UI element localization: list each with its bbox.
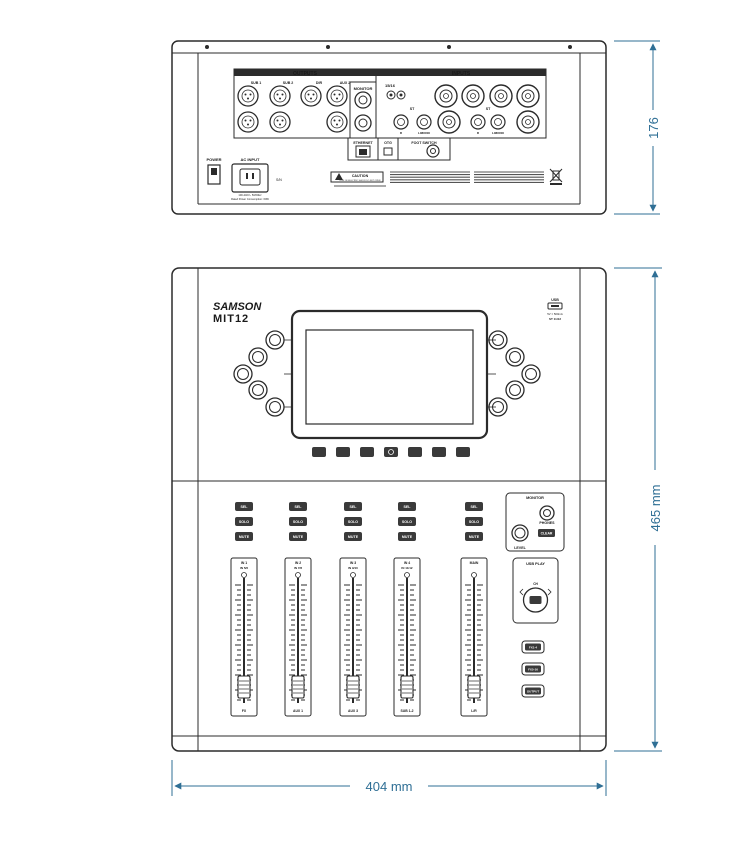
output-xlr-group xyxy=(238,81,350,132)
side-button-group xyxy=(522,641,544,697)
fader-knob xyxy=(468,676,480,698)
monitor-title: MONITOR xyxy=(526,496,544,500)
serial-label: S/N xyxy=(276,178,282,182)
channel-strips xyxy=(231,502,487,716)
channel-button-label: SOLO xyxy=(468,520,480,525)
brand-logo: SAMSON xyxy=(213,301,262,313)
level-knob xyxy=(512,525,528,541)
ac-input-label: AC INPUT xyxy=(240,157,260,162)
combo-input-connector xyxy=(490,85,512,107)
st-input-jack xyxy=(417,115,431,129)
caution-sub: RISK OF ELECTRIC SHOCK DO NOT OPEN xyxy=(339,180,381,182)
rear-panel xyxy=(172,41,606,214)
screen-button xyxy=(432,447,446,457)
rotary-encoder xyxy=(266,398,284,416)
st-input-jack xyxy=(394,115,408,129)
st-input-jack xyxy=(491,115,505,129)
ac-spec: 100-240V~ 50/60Hz xyxy=(238,194,262,197)
channel-strip xyxy=(231,502,257,716)
usb-spec-2: ST 11/12 xyxy=(548,317,562,321)
screen-button xyxy=(360,447,374,457)
sub-label: SUB 1 xyxy=(250,81,262,85)
screen-button xyxy=(456,447,470,457)
channel-subname: IN 11/12 xyxy=(401,566,413,570)
xlr-output-connector xyxy=(238,112,258,132)
screen-button xyxy=(408,447,422,457)
channel-output-label: AUX 1 xyxy=(293,709,303,713)
monitor-jack-bottom xyxy=(355,115,371,131)
foot-switch-jack xyxy=(427,145,439,157)
top-height-dimension xyxy=(614,268,663,751)
prev-icon xyxy=(520,589,523,595)
model-name: MIT12 xyxy=(213,313,250,325)
rotary-encoder xyxy=(506,348,524,366)
combo-input-connector xyxy=(435,85,457,107)
usb-label: USB xyxy=(551,298,559,302)
fader-knob xyxy=(347,676,359,698)
rotary-encoder xyxy=(234,365,252,383)
channel-strip xyxy=(394,502,420,716)
combo-input-connector xyxy=(462,85,484,107)
channel-button-label: MUTE xyxy=(347,535,359,540)
rotary-encoder xyxy=(249,348,267,366)
channel-button-label: SEL xyxy=(403,505,411,510)
channel-strip xyxy=(340,502,366,716)
channel-subname: IN 9/10 xyxy=(348,566,358,570)
channel-name: IN 2 xyxy=(294,561,302,565)
usb-spec: 5V = 500mA xyxy=(547,312,563,316)
screen-button-row xyxy=(312,447,470,457)
xlr-output-connector xyxy=(327,112,347,132)
otg-label: OTG xyxy=(384,141,392,145)
channel-button-label: MUTE xyxy=(292,535,304,540)
level-label: LEVEL xyxy=(514,546,526,550)
fader-knob xyxy=(238,676,250,698)
ethernet-label: ETHERNET xyxy=(353,141,373,145)
phones-label: PHONES xyxy=(539,521,555,525)
rear-height-label: 176 xyxy=(646,117,661,139)
channel-subname: IN 5/6 xyxy=(239,566,249,570)
channel-button-label: SEL xyxy=(470,505,478,510)
side-button-label: FX1-4 xyxy=(528,645,538,650)
weee-icon xyxy=(550,169,562,185)
channel-output-label: SUB 1-2 xyxy=(400,709,414,713)
channel-strip xyxy=(285,502,311,716)
sub-label: DIR xyxy=(315,81,323,85)
screen-button xyxy=(312,447,326,457)
rear-height-dimension xyxy=(614,41,661,214)
screen-display xyxy=(306,330,473,424)
xlr-output-connector xyxy=(301,86,321,106)
channel-button-label: SOLO xyxy=(238,520,250,525)
phones-jack xyxy=(540,506,554,520)
clear-label: CLEAR xyxy=(540,531,553,536)
fader-knob xyxy=(401,676,413,698)
xlr-output-connector xyxy=(238,86,258,106)
usb-play-label: USB PLAY xyxy=(526,562,545,566)
channel-name: IN 3 xyxy=(349,561,357,565)
channel-button-label: MUTE xyxy=(238,535,250,540)
top-panel xyxy=(172,268,606,751)
monitor-section xyxy=(506,493,564,551)
combo-input-connector xyxy=(438,111,460,133)
channel-output-label: AUX 3 xyxy=(348,709,358,713)
monitor-rear-label: MONITOR xyxy=(353,86,373,91)
xlr-output-connector xyxy=(270,112,290,132)
channel-button-label: SOLO xyxy=(347,520,359,525)
rotary-encoder xyxy=(249,381,267,399)
channel-button-label: SEL xyxy=(349,505,357,510)
outputs-label: OUTPUTS xyxy=(293,71,317,77)
rear-screws xyxy=(205,45,572,49)
st-jack-label: R xyxy=(476,131,480,135)
side-button-label: FX5-16 xyxy=(528,667,538,672)
combo-input-connector xyxy=(517,85,539,107)
channel-button-label: MUTE xyxy=(468,535,480,540)
channel-strip xyxy=(461,502,487,716)
channel-button-label: SOLO xyxy=(401,520,413,525)
top-height-label: 465 mm xyxy=(648,484,663,532)
fader-knob xyxy=(292,676,304,698)
combo-input-connector xyxy=(517,111,539,133)
st-jack-label: L/MONO xyxy=(492,131,504,135)
encoder-group xyxy=(234,331,540,416)
home-screen-button xyxy=(384,447,398,457)
st-label: ST xyxy=(409,107,415,111)
channel-name: MAIN xyxy=(469,561,479,565)
screen-button xyxy=(336,447,350,457)
channel-output-label: FX xyxy=(241,709,247,713)
rca-input-jack xyxy=(397,91,405,99)
st-jack-label: R xyxy=(399,131,403,135)
channel-subname: IN 7/8 xyxy=(293,566,303,570)
foot-switch-label: FOOT SWITCH xyxy=(411,141,437,145)
sub-label: AUX 2 xyxy=(339,81,351,85)
st-label-1516: 15/16 xyxy=(384,83,396,88)
channel-button-label: SEL xyxy=(240,505,248,510)
channel-name: IN 4 xyxy=(403,561,411,565)
xlr-output-connector xyxy=(270,86,290,106)
channel-button-label: MUTE xyxy=(401,535,413,540)
caution-label: CAUTION xyxy=(351,174,369,178)
st-jack-label: L/MONO xyxy=(418,131,430,135)
side-button-label: OUTPUT xyxy=(526,689,540,694)
rca-input-jack xyxy=(387,91,395,99)
width-label: 404 mm xyxy=(365,779,413,794)
play-pause-button xyxy=(530,596,542,604)
monitor-jack-top xyxy=(355,92,371,108)
channel-button-label: SEL xyxy=(294,505,302,510)
rotary-encoder xyxy=(506,381,524,399)
sub-label: SUB 2 xyxy=(282,81,294,85)
next-icon xyxy=(548,589,551,595)
rotary-encoder xyxy=(522,365,540,383)
ac-spec-2: Rated Power Consumption: 60W xyxy=(231,198,269,201)
usb-play-ch-label: CH xyxy=(533,582,538,586)
usb-play-section xyxy=(513,558,558,623)
st-input-jack xyxy=(471,115,485,129)
xlr-output-connector xyxy=(327,86,347,106)
channel-output-label: L/R xyxy=(471,709,477,713)
channel-button-label: SOLO xyxy=(292,520,304,525)
otg-port xyxy=(384,148,392,155)
width-dimension xyxy=(172,760,606,796)
st-label: ST xyxy=(485,107,491,111)
power-label: POWER xyxy=(206,157,222,162)
channel-name: IN 1 xyxy=(240,561,248,565)
inputs-label: INPUTS xyxy=(451,71,471,77)
ac-input-socket xyxy=(232,164,268,192)
rotary-encoder xyxy=(266,331,284,349)
